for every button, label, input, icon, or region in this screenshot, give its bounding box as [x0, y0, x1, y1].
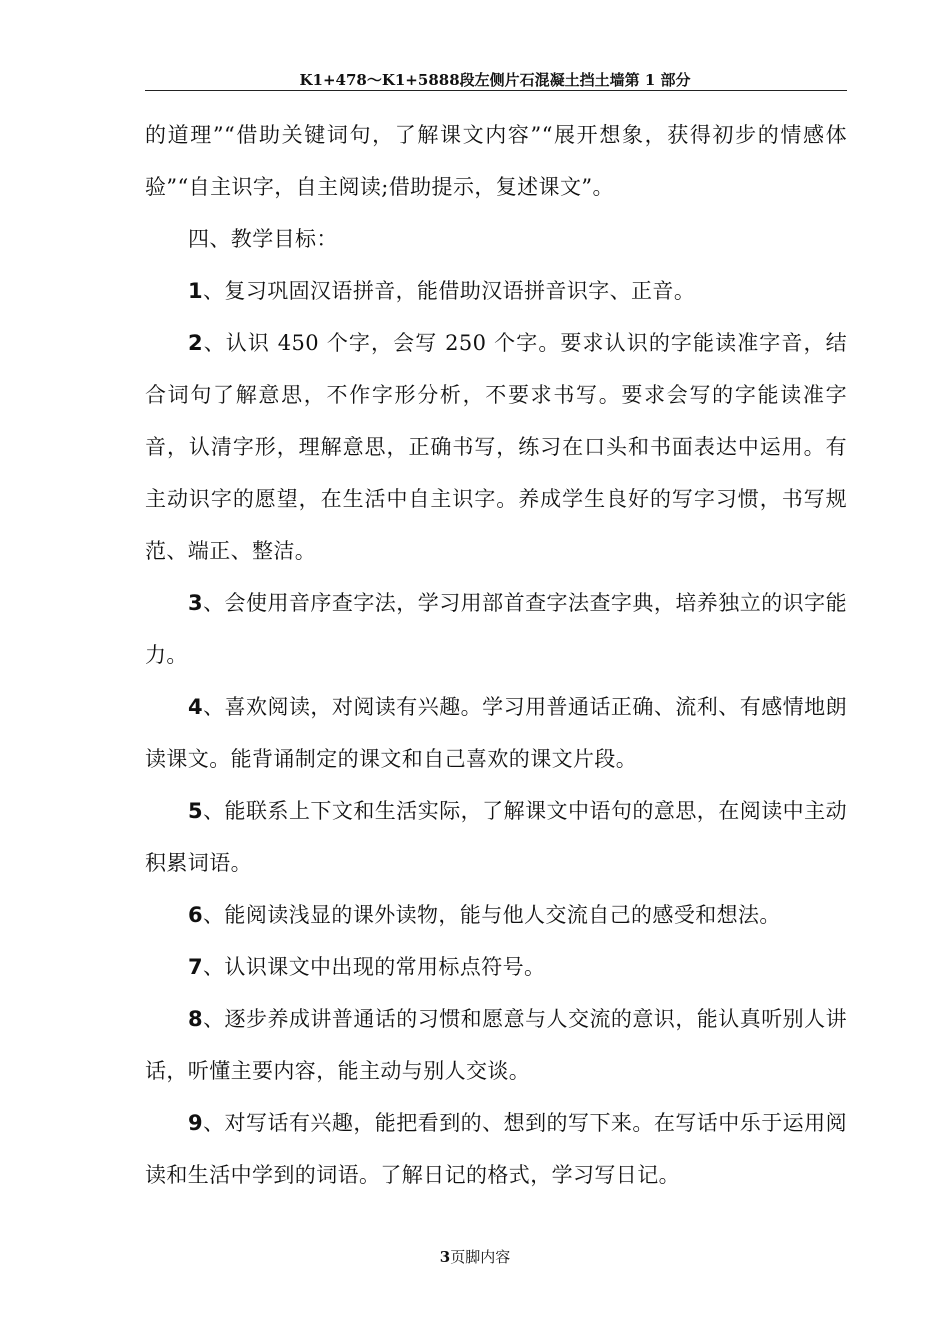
paragraph-continuation: 的道理”“借助关键词句，了解课文内容”“展开想象，获得初步的情感体验”“自主识字，自主阅读;借助提示，复述课文”。 — [145, 123, 847, 199]
header-divider — [145, 90, 847, 91]
page-footer — [0, 1247, 950, 1267]
item-text: 、认识 450 个字，会写 250 个字。要求认识的字能读准字音，结合词句了解意思，不作字形分析，不要求书写。要求会写的字能读准字音，认清字形，理解意思，正确书写，练习在口头和书面表达中运用。有主动识字的愿望，在生活中自主识字。养成学生良好的写字习惯，书写规范、端正、整洁。 — [145, 331, 847, 563]
goal-item — [145, 681, 847, 785]
goal-item — [145, 785, 847, 889]
section-heading: 四、教学目标： — [188, 227, 338, 251]
item-number: 9 — [188, 1111, 204, 1135]
item-number: 3 — [188, 591, 204, 615]
item-number: 8 — [188, 1007, 204, 1031]
item-text: 、复习巩固汉语拼音，能借助汉语拼音识字、正音。 — [203, 279, 696, 303]
item-number: 4 — [188, 695, 204, 719]
header-title: K1+478～K1+5888段左侧片石混凝土挡土墙第 1 部分 — [299, 71, 691, 89]
item-number: 5 — [188, 799, 204, 823]
item-text: 、会使用音序查字法，学习用部首查字法查字典，培养独立的识字能力。 — [145, 591, 847, 667]
item-number: 6 — [188, 903, 204, 927]
item-text: 、能联系上下文和生活实际，了解课文中语句的意思，在阅读中主动积累词语。 — [145, 799, 847, 875]
goal-item — [145, 993, 847, 1097]
item-text: 、认识课文中出现的常用标点符号。 — [203, 955, 546, 979]
item-number: 1 — [188, 279, 204, 303]
goal-item — [145, 577, 847, 681]
item-text: 、能阅读浅显的课外读物，能与他人交流自己的感受和想法。 — [203, 903, 781, 927]
item-number: 2 — [188, 331, 204, 355]
goal-item — [145, 317, 847, 577]
item-text: 、喜欢阅读，对阅读有兴趣。学习用普通话正确、流利、有感情地朗读课文。能背诵制定的课文和自己喜欢的课文片段。 — [145, 695, 847, 771]
item-number: 7 — [188, 955, 204, 979]
page-number: 3 — [439, 1248, 451, 1266]
goal-item — [145, 1097, 847, 1201]
document-body — [145, 109, 847, 1201]
page-header — [145, 70, 845, 90]
item-text: 、逐步养成讲普通话的习惯和愿意与人交流的意识，能认真听别人讲话，听懂主要内容，能主动与别人交谈。 — [145, 1007, 847, 1083]
item-text: 、对写话有兴趣，能把看到的、想到的写下来。在写话中乐于运用阅读和生活中学到的词语。了解日记的格式，学习写日记。 — [145, 1111, 847, 1187]
goal-item — [145, 265, 847, 317]
footer-label: 页脚内容 — [450, 1248, 511, 1266]
goal-item — [145, 889, 847, 941]
goal-item — [145, 941, 847, 993]
